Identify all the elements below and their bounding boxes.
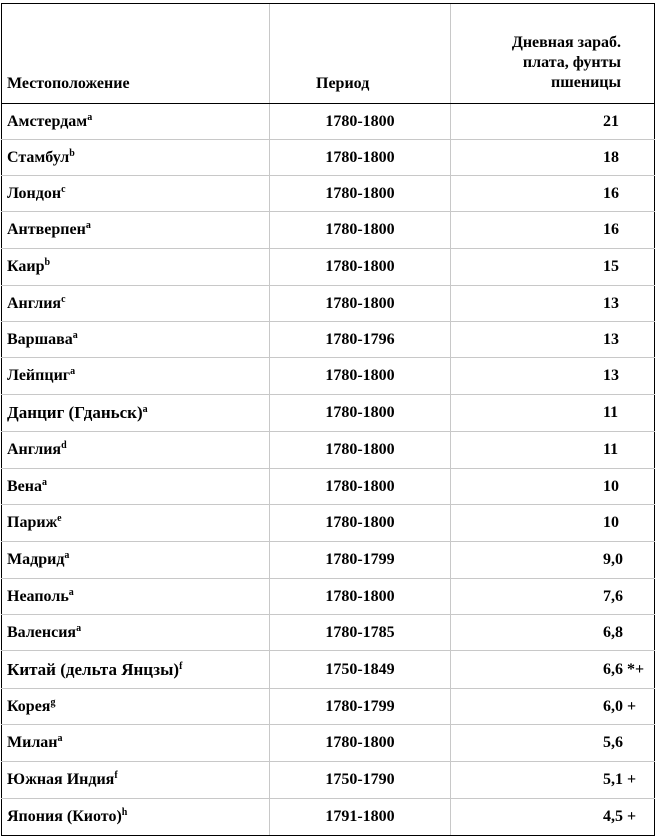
header-wage-line1: Дневная зараб. xyxy=(511,34,621,51)
header-wage xyxy=(451,4,655,104)
table-row xyxy=(2,286,655,322)
location-cell: Париж$^e$ xyxy=(2,505,270,542)
header-row xyxy=(2,4,655,104)
location-cell: Китай (дельта Янцзы)$^f$ xyxy=(2,651,270,689)
wage-cell: 13 xyxy=(451,358,655,395)
table-row xyxy=(2,469,655,505)
footnote-mark: g xyxy=(50,696,56,708)
table-row xyxy=(2,395,655,432)
period-cell: 1780-1800 xyxy=(270,725,451,762)
period-cell: 1780-1799 xyxy=(270,689,451,725)
period-cell: 1780-1800 xyxy=(270,579,451,615)
table-row xyxy=(2,689,655,725)
wage-table xyxy=(1,3,655,836)
table-row xyxy=(2,358,655,395)
header-period: Период xyxy=(270,4,451,104)
period-cell: 1780-1800 xyxy=(270,432,451,469)
wage-cell: 15 xyxy=(451,249,655,286)
period-cell: 1780-1800 xyxy=(270,140,451,176)
wage-cell: 18 xyxy=(451,140,655,176)
period-cell: 1780-1800 xyxy=(270,469,451,505)
location-cell: Амстердам$^a$ xyxy=(2,104,270,140)
location-cell: Неаполь$^a$ xyxy=(2,579,270,615)
wage-cell: 16 xyxy=(451,176,655,212)
location-cell: Корея$^g$ xyxy=(2,689,270,725)
location-cell: Валенсия$^a$ xyxy=(2,615,270,651)
footnote-mark: e xyxy=(57,513,62,524)
table-row xyxy=(2,651,655,689)
period-cell: 1750-1849 xyxy=(270,651,451,689)
footnote-mark: b xyxy=(69,147,75,159)
location-cell: Милан$^a$ xyxy=(2,725,270,762)
footnote-mark: a xyxy=(68,586,74,598)
table-row xyxy=(2,762,655,799)
footnote-mark: a xyxy=(70,366,76,377)
wage-cell: 13 xyxy=(451,286,655,322)
wage-cell: 11 xyxy=(451,395,655,432)
location-cell: Каир$^b$ xyxy=(2,249,270,286)
wage-cell: 9,0 xyxy=(451,542,655,579)
period-cell: 1750-1790 xyxy=(270,762,451,799)
location-cell: Англия$^c$ xyxy=(2,286,270,322)
footnote-mark: h xyxy=(121,807,128,818)
period-cell: 1780-1800 xyxy=(270,249,451,286)
period-cell: 1780-1796 xyxy=(270,322,451,358)
table-row xyxy=(2,579,655,615)
location-cell: Данциг (Гданьск)$^a$ xyxy=(2,395,270,432)
location-cell: Лондон$^c$ xyxy=(2,176,270,212)
footnote-mark: a xyxy=(142,404,148,415)
table-row xyxy=(2,505,655,542)
header-wage-line3: пшеницы xyxy=(551,74,621,91)
table-row xyxy=(2,140,655,176)
wage-cell: 16 xyxy=(451,212,655,249)
footnote-mark: d xyxy=(61,440,67,451)
period-cell: 1780-1785 xyxy=(270,615,451,651)
table-row xyxy=(2,542,655,579)
location-cell: Англия$^d$ xyxy=(2,432,270,469)
wage-cell: 5,6 xyxy=(451,725,655,762)
footnote-mark: c xyxy=(61,183,66,195)
table-row xyxy=(2,615,655,651)
wage-cell: 11 xyxy=(451,432,655,469)
footnote-mark: a xyxy=(76,622,82,634)
footnote-mark: f xyxy=(114,770,118,781)
location-cell: Южная Индия$^f$ xyxy=(2,762,270,799)
wage-cell: 7,6 xyxy=(451,579,655,615)
table-row xyxy=(2,212,655,249)
footnote-mark: a xyxy=(57,733,63,744)
wage-cell: 6,8 xyxy=(451,615,655,651)
table-row xyxy=(2,249,655,286)
header-location: Местоположение xyxy=(2,4,270,104)
location-cell: Вена$^a$ xyxy=(2,469,270,505)
period-cell: 1780-1800 xyxy=(270,104,451,140)
period-cell: 1791-1800 xyxy=(270,799,451,836)
table-row xyxy=(2,322,655,358)
location-cell: Варшава$^a$ xyxy=(2,322,270,358)
wage-cell: 10 xyxy=(451,505,655,542)
wage-cell: 10 xyxy=(451,469,655,505)
period-cell: 1780-1799 xyxy=(270,542,451,579)
location-cell: Лейпциг$^a$ xyxy=(2,358,270,395)
location-cell: Мадрид$^a$ xyxy=(2,542,270,579)
header-wage-line2: плата, фунты xyxy=(522,54,621,71)
table-row xyxy=(2,176,655,212)
footnote-mark: b xyxy=(44,257,51,268)
wage-cell: 21 xyxy=(451,104,655,140)
wage-cell: 13 xyxy=(451,322,655,358)
footnote-mark: f xyxy=(179,660,183,672)
footnote-mark: a xyxy=(87,111,93,123)
footnote-mark: c xyxy=(61,293,66,305)
footnote-mark: a xyxy=(42,476,47,488)
footnote-mark: a xyxy=(72,329,78,341)
footnote-mark: a xyxy=(85,220,91,231)
table-row xyxy=(2,104,655,140)
wage-cell: 6,6 *+ xyxy=(451,651,655,689)
period-cell: 1780-1800 xyxy=(270,176,451,212)
table-row xyxy=(2,432,655,469)
period-cell: 1780-1800 xyxy=(270,505,451,542)
period-cell: 1780-1800 xyxy=(270,395,451,432)
wage-cell: 5,1 + xyxy=(451,762,655,799)
location-cell: Стамбул$^b$ xyxy=(2,140,270,176)
footnote-mark: a xyxy=(64,550,70,561)
location-cell: Япония (Киото)$^h$ xyxy=(2,799,270,836)
location-cell: Антверпен$^a$ xyxy=(2,212,270,249)
wage-cell: 6,0 + xyxy=(451,689,655,725)
period-cell: 1780-1800 xyxy=(270,286,451,322)
table-row xyxy=(2,725,655,762)
period-cell: 1780-1800 xyxy=(270,212,451,249)
period-cell: 1780-1800 xyxy=(270,358,451,395)
table-row xyxy=(2,799,655,836)
wage-cell: 4,5 + xyxy=(451,799,655,836)
